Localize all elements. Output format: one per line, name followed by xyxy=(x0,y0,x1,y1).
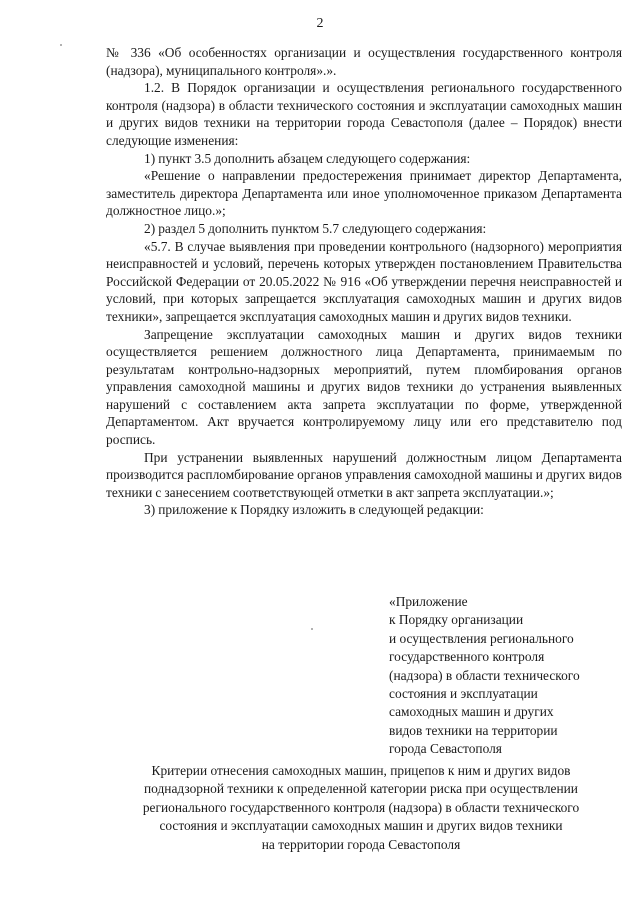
appendix-line: «Приложение xyxy=(389,594,468,609)
paragraph: «5.7. В случае выявления при проведении контрольного (надзорного) мероприятия неисправностей и условий, перечень которых утвержден постановлением Правительства Российской Федерации от 20.05.2022 № 916 «Об утверждении перечня неисправностей и условий, при которых запрещается эксплуатация самоходных машин и других видов техники», запрещается эксплуатация самоходных машин и других видов техники. xyxy=(106,238,622,324)
appendix-line: самоходных машин и других xyxy=(389,704,554,720)
page-number: 2 xyxy=(316,16,324,31)
scan-speck xyxy=(60,44,62,46)
amendment-text xyxy=(106,44,622,519)
appendix-line: к Порядку организации xyxy=(389,612,524,628)
appendix-line: города Севастополя xyxy=(389,741,502,757)
criteria-title-line: на территории города Севастополя xyxy=(261,836,461,852)
paragraph: «Решение о направлении предостережения принимает директор Департамента, заместитель директора Департамента или иное уполномоченное приказом Департамента должностное лицо.»; xyxy=(106,168,622,219)
criteria-title-line: Критерии отнесения самоходных машин, прицепов к ним и других видов xyxy=(151,763,571,778)
paragraph: 3) приложение к Порядку изложить в следующей редакции: xyxy=(144,502,484,518)
paragraph: Запрещение эксплуатации самоходных машин и других видов техники осуществляется решением должностного лица Департамента, принимаемым по результатам контрольно-надзорных мероприятий, путем пломбирования органов управления самоходной машины и других видов техники до устранения выявленных нарушений с составлением акта запрета эксплуатации по форме, утвержденной Департаментом. Акт вручается контролируемому лицу или его представителю под роспись. xyxy=(106,326,622,448)
paragraph: 1.2. В Порядок организации и осуществления регионального государственного контроля (надзора) в области технического состояния и эксплуатации самоходных машин и других видов техники на территории города Севастополя (далее – Порядок) внести следующие изменения: xyxy=(106,80,622,148)
appendix-line: и осуществления регионального xyxy=(389,630,574,646)
criteria-title-line: поднадзорной техники к определенной категории риска при осуществлении xyxy=(144,781,578,797)
appendix-line: состояния и эксплуатации xyxy=(389,686,538,702)
paragraph: 1) пункт 3.5 дополнить абзацем следующего содержания: xyxy=(144,150,471,166)
scan-speck xyxy=(311,628,313,630)
appendix-line: видов техники на территории xyxy=(389,722,558,738)
appendix-line: государственного контроля xyxy=(389,649,545,665)
criteria-title xyxy=(100,762,622,854)
paragraph: № 336 «Об особенностях организации и осуществления государственного контроля (надзора), муниципального контроля».». xyxy=(106,45,622,78)
appendix-line: (надзора) в области технического xyxy=(389,667,580,683)
paragraph: 2) раздел 5 дополнить пунктом 5.7 следующего содержания: xyxy=(144,220,487,236)
paragraph: При устранении выявленных нарушений должностным лицом Департамента производится распломбирование органов управления самоходной машины и других видов техники с занесением соответствующей отметки в акт запрета эксплуатации.»; xyxy=(106,449,622,500)
criteria-title-line: состояния и эксплуатации самоходных машин и других видов техники xyxy=(159,818,563,834)
appendix-heading-block xyxy=(389,593,619,759)
criteria-title-line: регионального государственного контроля (надзора) в области технического xyxy=(142,799,580,815)
